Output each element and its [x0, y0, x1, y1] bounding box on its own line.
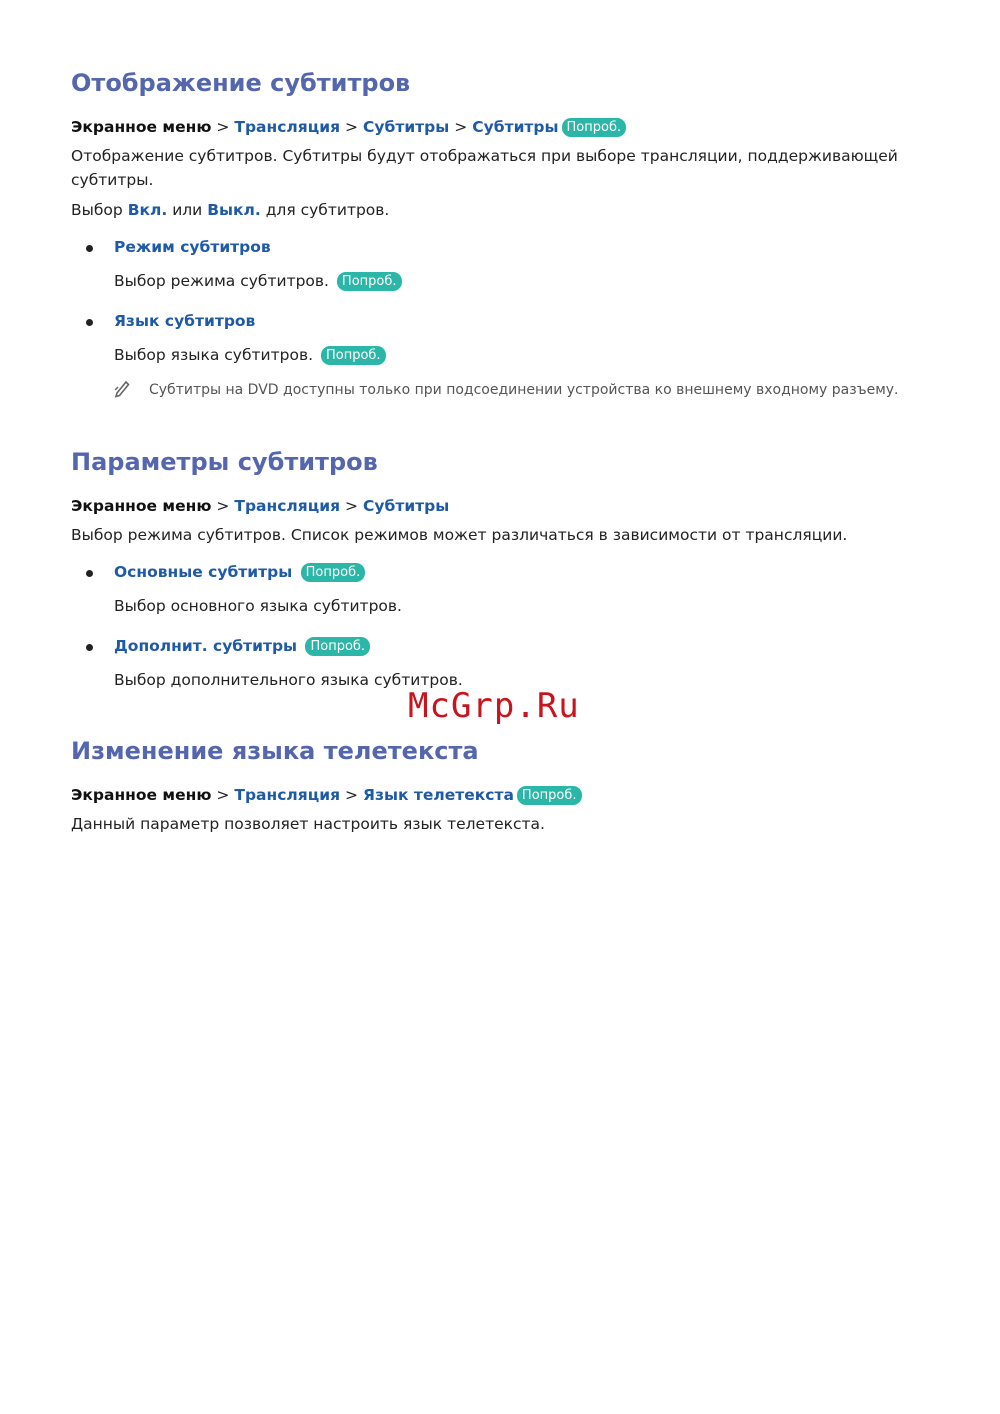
note: [71, 380, 931, 400]
path-root: Экранное меню: [71, 786, 212, 804]
pencil-icon: [113, 378, 131, 398]
list-item: [71, 236, 931, 292]
menu-path: Экранное меню > Трансляция > Язык телетекста Попроб.: [71, 784, 931, 806]
description: Выбор режима субтитров. Список режимов может различаться в зависимости от трансляции.: [71, 526, 848, 544]
try-now-button[interactable]: Попроб.: [301, 563, 366, 582]
menu-path: Экранное меню > Трансляция > Субтитры: [71, 497, 450, 515]
path-item-teletext-language[interactable]: Язык телетекста: [363, 786, 514, 804]
option-off: Выкл.: [207, 201, 261, 219]
section-teletext-language: [71, 736, 931, 836]
bullet-dot: [86, 319, 93, 326]
section-subtitle-params: [71, 447, 931, 691]
watermark: McGrp.Ru: [408, 686, 580, 726]
menu-path: Экранное меню > Трансляция > Субтитры > Субтитры Попроб.: [71, 116, 931, 138]
bullet-dot: [86, 245, 93, 252]
bullet-title: Дополнит. субтитры Попроб.: [114, 635, 931, 657]
note-text: Субтитры на DVD доступны только при подсоединении устройства ко внешнему входному разъему.: [149, 382, 899, 398]
path-root: Экранное меню: [71, 118, 212, 136]
bullet-title[interactable]: Язык субтитров: [114, 312, 256, 330]
path-item-broadcast[interactable]: Трансляция: [234, 118, 341, 136]
bullet-title[interactable]: Режим субтитров: [114, 238, 271, 256]
path-item-broadcast[interactable]: Трансляция: [234, 786, 341, 804]
bullet-desc: Выбор языка субтитров. Попроб.: [114, 344, 931, 366]
list-item: [71, 310, 931, 366]
description: Данный параметр позволяет настроить язык телетекста.: [71, 815, 545, 833]
path-item-subtitles[interactable]: Субтитры: [363, 497, 450, 515]
section-title: Отображение субтитров: [71, 69, 411, 97]
section-title: Параметры субтитров: [71, 448, 378, 476]
try-now-button[interactable]: Попроб.: [321, 346, 386, 365]
section-title: Изменение языка телетекста: [71, 737, 479, 765]
section-subtitle-display: [71, 68, 931, 400]
bullet-dot: [86, 644, 93, 651]
description: Отображение субтитров. Субтитры будут отображаться при выборе трансляции, поддерживающей субтитры.: [71, 147, 898, 189]
path-item-subtitles[interactable]: Субтитры: [363, 118, 450, 136]
bullet-title: Основные субтитры Попроб.: [114, 561, 931, 583]
try-now-button[interactable]: Попроб.: [337, 272, 402, 291]
bullet-desc: Выбор основного языка субтитров.: [114, 597, 402, 615]
path-item-subtitles-2[interactable]: Субтитры: [472, 118, 559, 136]
path-root: Экранное меню: [71, 497, 212, 515]
try-now-button[interactable]: Попроб.: [305, 637, 370, 656]
list-item: [71, 635, 931, 691]
bullet-dot: [86, 570, 93, 577]
try-now-button[interactable]: Попроб.: [562, 118, 627, 137]
bullet-desc: Выбор дополнительного языка субтитров.: [114, 671, 463, 689]
bullet-desc: Выбор режима субтитров. Попроб.: [114, 270, 931, 292]
on-off-description: Выбор Вкл. или Выкл. для субтитров.: [71, 201, 390, 219]
list-item: [71, 561, 931, 617]
option-on: Вкл.: [127, 201, 168, 219]
try-now-button[interactable]: Попроб.: [517, 786, 582, 805]
path-item-broadcast[interactable]: Трансляция: [234, 497, 341, 515]
